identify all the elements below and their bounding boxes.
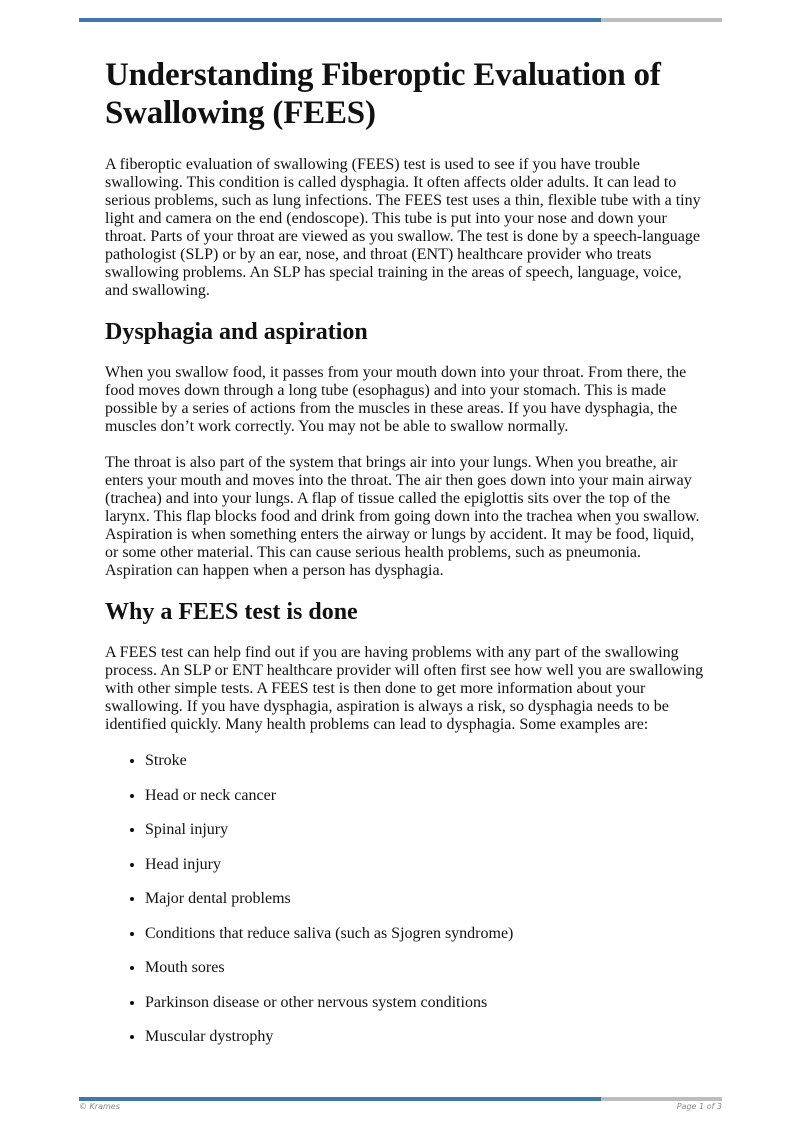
list-item: • Head injury <box>145 856 705 874</box>
footer-accent-bar <box>79 1097 722 1101</box>
copyright-text: © Krames <box>79 1102 120 1111</box>
intro-paragraph: A fiberoptic evaluation of swallowing (FEES) test is used to see if you have trouble swallowing. This condition is called dysphagia. It often affects older adults. It can lead to serious problems, such as lung infections. The FEES test uses a thin, flexible tube with a tiny light and camera on the end (endoscope). This tube is put into your nose and down your throat. Parts of your throat are viewed as you swallow. The test is done by a speech-language pathologist (SLP) or by an ear, nose, and throat (ENT) healthcare provider who treats swallowing problems. An SLP has special training in the areas of speech, language, voice, and swallowing. <box>105 156 701 299</box>
page-number: Page 1 of 3 <box>676 1102 722 1111</box>
accent-bar-gray <box>601 1097 722 1101</box>
accent-bar-blue <box>79 18 601 22</box>
list-item: • Parkinson disease or other nervous system conditions <box>145 994 705 1012</box>
page-title: Understanding Fiberoptic Evaluation of Swallowing (FEES) <box>105 57 661 131</box>
section-paragraph: When you swallow food, it passes from your mouth down into your throat. From there, the food moves down through a long tube (esophagus) and into your stomach. This is made possible by a series of actions from the muscles in these areas. If you have dysphagia, the muscles don’t work correctly. You may not be able to swallow normally. <box>105 364 687 435</box>
list-item: • Mouth sores <box>145 959 705 977</box>
list-item: • Conditions that reduce saliva (such as Sjogren syndrome) <box>145 925 705 943</box>
section-paragraph: A FEES test can help find out if you are having problems with any part of the swallowing process. An SLP or ENT healthcare provider will often first see how well you are swallowing with other simple tests. A FEES test is then done to get more information about your swallowing. If you have dysphagia, aspiration is always a risk, so dysphagia needs to be identified quickly. Many health problems can lead to dysphagia. Some examples are: <box>105 644 704 733</box>
list-item: • Stroke <box>145 752 705 770</box>
list-item: • Spinal injury <box>145 821 705 839</box>
section-paragraph: The throat is also part of the system that brings air into your lungs. When you breathe, air enters your mouth and moves into the throat. The air then goes down into your main airway (trachea) and into your lungs. A flap of tissue called the epiglottis sits over the top of the larynx. This flap blocks food and drink from going down into the trachea when you swallow. Aspiration is when something enters the airway or lungs by accident. It may be food, liquid, or some other material. This can cause serious health problems, such as pneumonia. Aspiration can happen when a person has dysphagia. <box>105 454 700 579</box>
document-body <box>105 56 705 1063</box>
accent-bar-blue <box>79 1097 601 1101</box>
conditions-list <box>105 752 705 1046</box>
section-heading-dysphagia: Dysphagia and aspiration <box>105 319 368 345</box>
header-accent-bar <box>79 18 722 22</box>
accent-bar-gray <box>601 18 722 22</box>
section-heading-why-fees: Why a FEES test is done <box>105 599 358 625</box>
page-footer <box>79 1102 722 1111</box>
list-item: • Head or neck cancer <box>145 787 705 805</box>
list-item: • Muscular dystrophy <box>145 1028 705 1046</box>
list-item: • Major dental problems <box>145 890 705 908</box>
